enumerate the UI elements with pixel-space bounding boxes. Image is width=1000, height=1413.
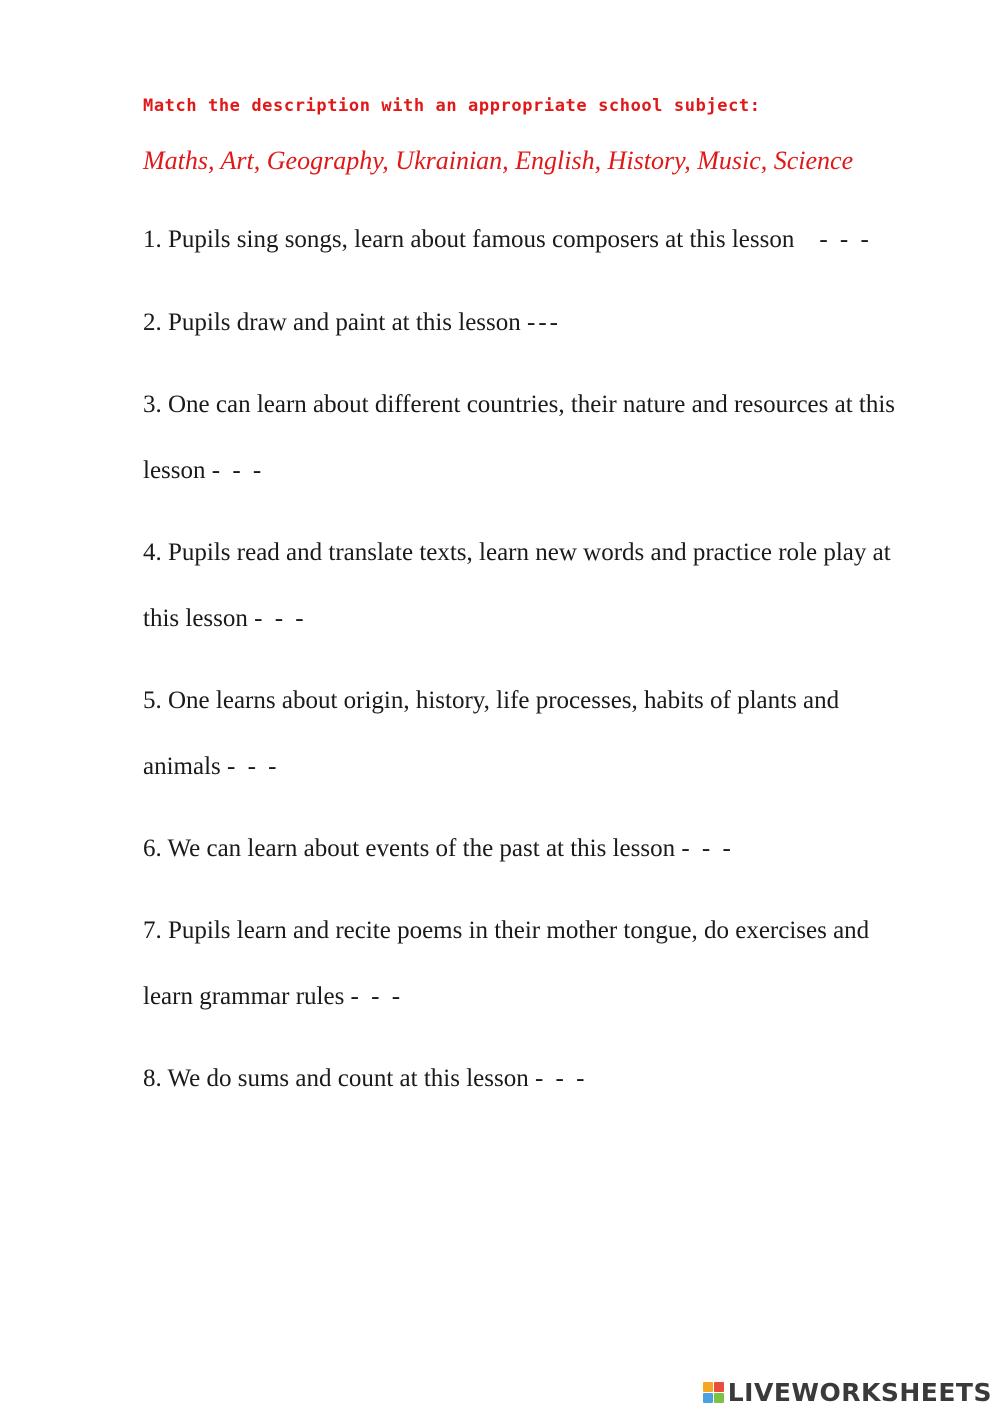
question-line: this lesson - - - bbox=[143, 605, 307, 632]
brand-name: LIVEWORKSHEETS bbox=[727, 1378, 992, 1407]
question-item-7 bbox=[143, 898, 943, 1030]
answer-blank[interactable]: - - - bbox=[350, 983, 404, 1010]
logo-tile bbox=[703, 1382, 713, 1392]
answer-blank[interactable]: - - - bbox=[681, 835, 734, 862]
question-line: animals - - - bbox=[143, 753, 280, 780]
question-item-6 bbox=[143, 816, 943, 882]
liveworksheets-logo-icon bbox=[703, 1382, 724, 1403]
answer-blank[interactable]: - - - bbox=[211, 457, 265, 484]
answer-blank[interactable]: --- bbox=[527, 309, 561, 336]
answer-blank[interactable]: - - - bbox=[819, 226, 872, 253]
worksheet-title: Match the description with an appropriate school subject: bbox=[143, 96, 761, 116]
question-line: 2. Pupils draw and paint at this lesson --- bbox=[143, 309, 561, 336]
logo-tile bbox=[703, 1393, 713, 1403]
logo-tile bbox=[714, 1393, 724, 1403]
question-item-5 bbox=[143, 668, 943, 800]
answer-blank[interactable]: - - - bbox=[534, 1065, 588, 1092]
question-line: 1. Pupils sing songs, learn about famous composers at this lesson - - - bbox=[143, 226, 872, 253]
question-line: 6. We can learn about events of the past at this lesson - - - bbox=[143, 835, 734, 862]
question-line: 3. One can learn about different countries, their nature and resources at this bbox=[143, 391, 896, 418]
subject-list: Maths, Art, Geography, Ukrainian, English, History, Music, Science bbox=[143, 146, 854, 175]
question-item-3 bbox=[143, 372, 943, 504]
question-item-4 bbox=[143, 520, 943, 652]
answer-blank[interactable]: - - - bbox=[254, 605, 307, 632]
logo-tile bbox=[714, 1382, 724, 1392]
question-item-8 bbox=[143, 1046, 943, 1112]
question-item-1 bbox=[143, 207, 943, 273]
question-line: 4. Pupils read and translate texts, learn new words and practice role play at bbox=[143, 539, 891, 566]
question-line: 5. One learns about origin, history, life processes, habits of plants and bbox=[143, 687, 840, 714]
answer-blank[interactable]: - - - bbox=[227, 753, 280, 780]
question-line: 7. Pupils learn and recite poems in their mother tongue, do exercises and bbox=[143, 917, 870, 944]
question-item-2 bbox=[143, 290, 943, 356]
question-line: 8. We do sums and count at this lesson - - - bbox=[143, 1065, 588, 1092]
question-line: lesson - - - bbox=[143, 457, 265, 484]
liveworksheets-brand bbox=[703, 1378, 992, 1407]
question-line: learn grammar rules - - - bbox=[143, 983, 404, 1010]
